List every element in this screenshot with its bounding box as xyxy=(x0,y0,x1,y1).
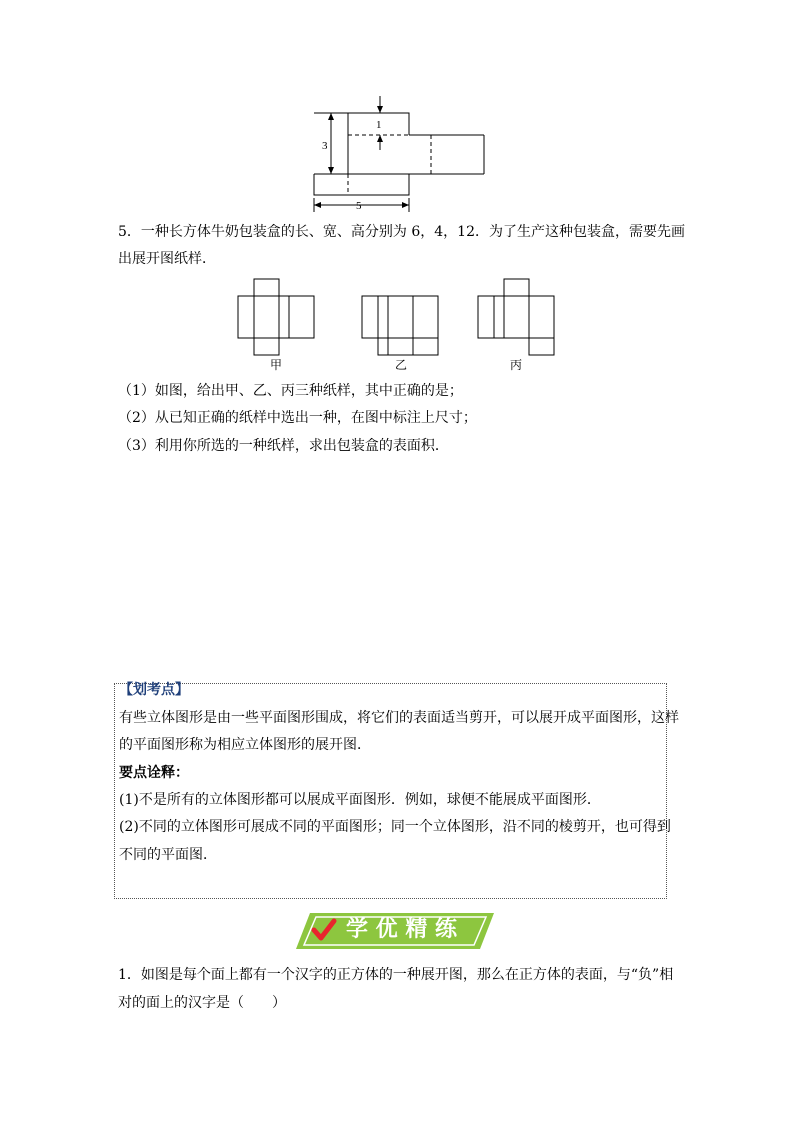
question-5-line1: 5．一种长方体牛奶包装盒的长、宽、高分别为 6，4，12．为了生产这种包装盒，需要先画 xyxy=(118,224,685,240)
net-figures xyxy=(232,276,562,376)
keypoint-point2-line1: (2)不同的立体图形可展成不同的平面图形；同一个立体图形，沿不同的棱剪开，也可得到 xyxy=(119,819,671,835)
banner-title: 学 优 精 练 xyxy=(346,917,457,942)
question-5-line2: 出展开图纸样． xyxy=(118,251,216,267)
question-5-sub3: （3）利用你所选的一种纸样，求出包装盒的表面积． xyxy=(118,438,449,454)
net-bing xyxy=(478,279,554,355)
net-label-bing: 丙 xyxy=(510,358,523,372)
question-1-line1: 1．如图是每个面上都有一个汉字的正方体的一种展开图，那么在正方体的表面，与“负”相 xyxy=(118,967,674,983)
net-jia xyxy=(238,279,314,355)
question-5-sub1: （1）如图，给出甲、乙、丙三种纸样，其中正确的是； xyxy=(118,383,463,399)
inner-label: 1 xyxy=(376,119,382,131)
height-label: 3 xyxy=(322,140,328,152)
net-label-jia: 甲 xyxy=(270,358,283,372)
net-yi xyxy=(362,296,438,355)
net-label-yi: 乙 xyxy=(395,358,408,372)
keypoint-line1: 有些立体图形是由一些平面图形围成，将它们的表面适当剪开，可以展开成平面图形，这样 xyxy=(119,710,679,726)
keypoint-point2-line2: 不同的平面图． xyxy=(119,847,217,863)
question-5-sub2: （2）从已知正确的纸样中选出一种，在图中标注上尺寸； xyxy=(118,410,477,426)
net-dimension-figure xyxy=(300,92,500,214)
keypoint-tag: 【划考点】 xyxy=(119,682,189,698)
keypoint-line2: 的平面图形称为相应立体图形的展开图． xyxy=(119,737,371,753)
keypoint-heading: 要点诠释： xyxy=(119,765,189,781)
width-label: 5 xyxy=(356,200,362,212)
keypoint-point1: (1)不是所有的立体图形都可以展成平面图形．例如，球便不能展成平面图形． xyxy=(119,792,601,808)
question-1-line2: 对的面上的汉字是（ ） xyxy=(118,995,286,1011)
